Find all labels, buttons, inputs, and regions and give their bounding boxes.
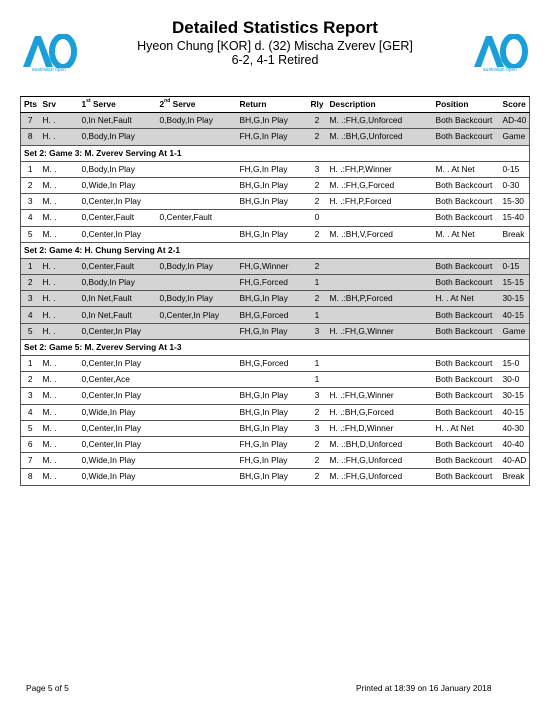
cell-srv: M. . [40,177,79,193]
cell-srv: M. . [40,436,79,452]
page-number: Page 5 of 5 [26,683,69,693]
cell-pts: 3 [21,388,40,404]
cell-srv: H. . [40,323,79,339]
cell-rly: 0 [308,210,327,226]
table-row [21,129,530,145]
cell-second-serve [157,129,237,145]
cell-pts: 1 [21,161,40,177]
cell-return: BH,G,In Play [237,420,308,436]
cell-rly: 2 [308,129,327,145]
cell-srv: M. . [40,161,79,177]
cell-second-serve [157,161,237,177]
cell-pts: 6 [21,436,40,452]
cell-position: H. . At Net [433,420,500,436]
cell-position: M. . At Net [433,226,500,242]
cell-first-serve: 0,Center,Fault [79,210,157,226]
cell-pts: 2 [21,372,40,388]
cell-srv: H. . [40,113,79,129]
cell-first-serve: 0,In Net,Fault [79,113,157,129]
cell-pts: 5 [21,226,40,242]
cell-description: M. .:FH,G,Unforced [327,453,433,469]
cell-position: Both Backcourt [433,275,500,291]
table-row [21,388,530,404]
logo-caption-left: australian open [31,67,67,73]
cell-first-serve: 0,Center,In Play [79,420,157,436]
cell-second-serve [157,388,237,404]
cell-position: Both Backcourt [433,436,500,452]
cell-score: 15-40 [500,210,530,226]
cell-rly: 1 [308,356,327,372]
cell-rly: 3 [308,323,327,339]
table-row [21,323,530,339]
cell-rly: 2 [308,226,327,242]
cell-first-serve: 0,Center,In Play [79,323,157,339]
cell-return: BH,G,In Play [237,113,308,129]
cell-description [327,356,433,372]
cell-srv: H. . [40,307,79,323]
cell-description: H. .:FH,D,Winner [327,420,433,436]
cell-second-serve [157,372,237,388]
cell-description: M. .:BH,G,Unforced [327,129,433,145]
cell-first-serve: 0,Wide,In Play [79,453,157,469]
cell-srv: M. . [40,356,79,372]
cell-return: BH,G,In Play [237,388,308,404]
cell-description [327,275,433,291]
ao-logo-icon [21,34,77,68]
col-rly: Rly [308,97,327,113]
cell-score: Break [500,469,530,485]
col-position: Position [433,97,500,113]
cell-first-serve: 0,Body,In Play [79,275,157,291]
cell-pts: 4 [21,404,40,420]
cell-first-serve: 0,In Net,Fault [79,291,157,307]
cell-srv: H. . [40,291,79,307]
cell-return: BH,G,In Play [237,469,308,485]
cell-score: 40-30 [500,420,530,436]
cell-position: Both Backcourt [433,307,500,323]
cell-position: H. . At Net [433,291,500,307]
cell-description [327,210,433,226]
cell-position: Both Backcourt [433,323,500,339]
cell-pts: 3 [21,291,40,307]
cell-position: Both Backcourt [433,372,500,388]
cell-description [327,372,433,388]
cell-srv: M. . [40,194,79,210]
cell-position: Both Backcourt [433,404,500,420]
table-row [21,469,530,485]
cell-return [237,210,308,226]
logo-caption-right: australian open [482,67,518,73]
cell-position: Both Backcourt [433,113,500,129]
table-row [21,291,530,307]
cell-score: Game [500,129,530,145]
cell-pts: 8 [21,129,40,145]
cell-first-serve: 0,Center,Ace [79,372,157,388]
col-second-serve: 2nd Serve [157,97,237,113]
cell-second-serve [157,436,237,452]
table-row [21,275,530,291]
cell-second-serve: 0,Center,Fault [157,210,237,226]
table-row [21,372,530,388]
cell-second-serve [157,226,237,242]
cell-srv: H. . [40,129,79,145]
cell-score: 40-AD [500,453,530,469]
cell-score: 0-15 [500,161,530,177]
cell-second-serve [157,194,237,210]
cell-second-serve: 0,Body,In Play [157,258,237,274]
cell-pts: 1 [21,258,40,274]
cell-pts: 8 [21,469,40,485]
cell-second-serve [157,177,237,193]
cell-rly: 1 [308,307,327,323]
cell-first-serve: 0,Center,In Play [79,194,157,210]
table-row [21,210,530,226]
cell-rly: 1 [308,372,327,388]
cell-first-serve: 0,In Net,Fault [79,307,157,323]
col-first-serve: 1st Serve [79,97,157,113]
table-row [21,420,530,436]
col-score: Score [500,97,530,113]
game-section-row [21,339,530,355]
cell-rly: 3 [308,388,327,404]
cell-score: Break [500,226,530,242]
cell-score: 15-30 [500,194,530,210]
game-section-label: Set 2: Game 5: M. Zverev Serving At 1-3 [21,339,530,355]
ao-logo-icon [472,34,528,68]
cell-rly: 3 [308,420,327,436]
cell-first-serve: 0,Wide,In Play [79,177,157,193]
cell-srv: M. . [40,420,79,436]
cell-position: Both Backcourt [433,388,500,404]
cell-second-serve: 0,Center,In Play [157,307,237,323]
cell-description: M. .:BH,V,Forced [327,226,433,242]
cell-pts: 7 [21,453,40,469]
cell-first-serve: 0,Center,Fault [79,258,157,274]
col-srv: Srv [40,97,79,113]
cell-rly: 2 [308,404,327,420]
cell-description: H. .:FH,P,Forced [327,194,433,210]
statistics-table [20,96,530,486]
cell-description: H. .:FH,G,Winner [327,323,433,339]
cell-return: BH,G,In Play [237,177,308,193]
cell-score: 15-0 [500,356,530,372]
cell-score: Game [500,323,530,339]
table-row [21,194,530,210]
table-header-row [21,97,530,113]
cell-description: M. .:BH,P,Forced [327,291,433,307]
cell-pts: 2 [21,275,40,291]
cell-pts: 4 [21,307,40,323]
cell-score: 0-15 [500,258,530,274]
game-section-row [21,145,530,161]
table-row [21,356,530,372]
cell-description [327,258,433,274]
table-row [21,404,530,420]
cell-description: M. .:BH,D,Unforced [327,436,433,452]
cell-rly: 2 [308,194,327,210]
cell-return: FH,G,In Play [237,129,308,145]
cell-description: M. .:FH,G,Unforced [327,113,433,129]
table-row [21,113,530,129]
cell-srv: M. . [40,372,79,388]
cell-second-serve [157,356,237,372]
australian-open-logo-left [21,34,77,74]
cell-score: 15-15 [500,275,530,291]
cell-pts: 2 [21,177,40,193]
australian-open-logo-right [472,34,528,74]
cell-return: BH,G,In Play [237,194,308,210]
cell-first-serve: 0,Wide,In Play [79,404,157,420]
cell-first-serve: 0,Center,In Play [79,226,157,242]
cell-pts: 5 [21,323,40,339]
cell-score: 30-15 [500,291,530,307]
game-section-label: Set 2: Game 3: M. Zverev Serving At 1-1 [21,145,530,161]
cell-return: BH,G,In Play [237,291,308,307]
cell-return: BH,G,In Play [237,226,308,242]
cell-position: Both Backcourt [433,453,500,469]
cell-return [237,372,308,388]
cell-second-serve: 0,Body,In Play [157,291,237,307]
cell-first-serve: 0,Center,In Play [79,388,157,404]
cell-description: H. .:FH,P,Winner [327,161,433,177]
cell-rly: 2 [308,469,327,485]
cell-description [327,307,433,323]
table-row [21,436,530,452]
cell-return: BH,G,Forced [237,356,308,372]
cell-position: M. . At Net [433,161,500,177]
cell-score: 0-30 [500,177,530,193]
game-section-row [21,242,530,258]
table-row [21,307,530,323]
cell-return: FH,G,In Play [237,323,308,339]
cell-srv: H. . [40,258,79,274]
cell-pts: 4 [21,210,40,226]
cell-position: Both Backcourt [433,210,500,226]
cell-rly: 1 [308,275,327,291]
cell-srv: M. . [40,210,79,226]
cell-score: 40-40 [500,436,530,452]
cell-score: 30-15 [500,388,530,404]
cell-position: Both Backcourt [433,129,500,145]
cell-rly: 2 [308,258,327,274]
cell-description: H. .:BH,G,Forced [327,404,433,420]
cell-second-serve [157,420,237,436]
table-row [21,453,530,469]
cell-return: FH,G,In Play [237,161,308,177]
cell-srv: M. . [40,469,79,485]
cell-first-serve: 0,Center,In Play [79,356,157,372]
match-line: Hyeon Chung [KOR] d. (32) Mischa Zverev [GER] [137,39,413,53]
cell-position: Both Backcourt [433,258,500,274]
cell-srv: M. . [40,404,79,420]
cell-rly: 2 [308,436,327,452]
cell-rly: 2 [308,113,327,129]
cell-second-serve [157,404,237,420]
cell-pts: 5 [21,420,40,436]
cell-score: 30-0 [500,372,530,388]
cell-description: M. .:FH,G,Unforced [327,469,433,485]
cell-second-serve: 0,Body,In Play [157,113,237,129]
table-row [21,161,530,177]
report-title: Detailed Statistics Report [172,18,378,37]
cell-first-serve: 0,Wide,In Play [79,469,157,485]
cell-srv: H. . [40,275,79,291]
col-return: Return [237,97,308,113]
printed-timestamp: Printed at 18:39 on 16 January 2018 [356,683,492,693]
cell-pts: 1 [21,356,40,372]
cell-srv: M. . [40,388,79,404]
cell-second-serve [157,453,237,469]
cell-rly: 3 [308,161,327,177]
cell-pts: 7 [21,113,40,129]
cell-second-serve [157,469,237,485]
cell-first-serve: 0,Body,In Play [79,129,157,145]
cell-score: 40-15 [500,404,530,420]
cell-return: FH,G,Winner [237,258,308,274]
cell-second-serve [157,323,237,339]
cell-rly: 2 [308,177,327,193]
cell-first-serve: 0,Center,In Play [79,436,157,452]
cell-position: Both Backcourt [433,177,500,193]
cell-return: FH,G,In Play [237,436,308,452]
cell-first-serve: 0,Body,In Play [79,161,157,177]
cell-return: BH,G,In Play [237,404,308,420]
table-row [21,177,530,193]
match-score: 6-2, 4-1 Retired [231,53,319,67]
game-section-label: Set 2: Game 4: H. Chung Serving At 2-1 [21,242,530,258]
cell-description: M. .:FH,G,Forced [327,177,433,193]
cell-srv: M. . [40,453,79,469]
cell-return: BH,G,Forced [237,307,308,323]
cell-return: FH,G,In Play [237,453,308,469]
table-row [21,258,530,274]
cell-pts: 3 [21,194,40,210]
cell-position: Both Backcourt [433,469,500,485]
cell-position: Both Backcourt [433,356,500,372]
cell-second-serve [157,275,237,291]
cell-score: 40-15 [500,307,530,323]
cell-score: AD-40 [500,113,530,129]
cell-rly: 2 [308,291,327,307]
cell-description: H. .:FH,G,Winner [327,388,433,404]
cell-srv: M. . [40,226,79,242]
table-row [21,226,530,242]
cell-rly: 2 [308,453,327,469]
col-description: Description [327,97,433,113]
col-pts: Pts [21,97,40,113]
cell-return: FH,G,Forced [237,275,308,291]
cell-position: Both Backcourt [433,194,500,210]
